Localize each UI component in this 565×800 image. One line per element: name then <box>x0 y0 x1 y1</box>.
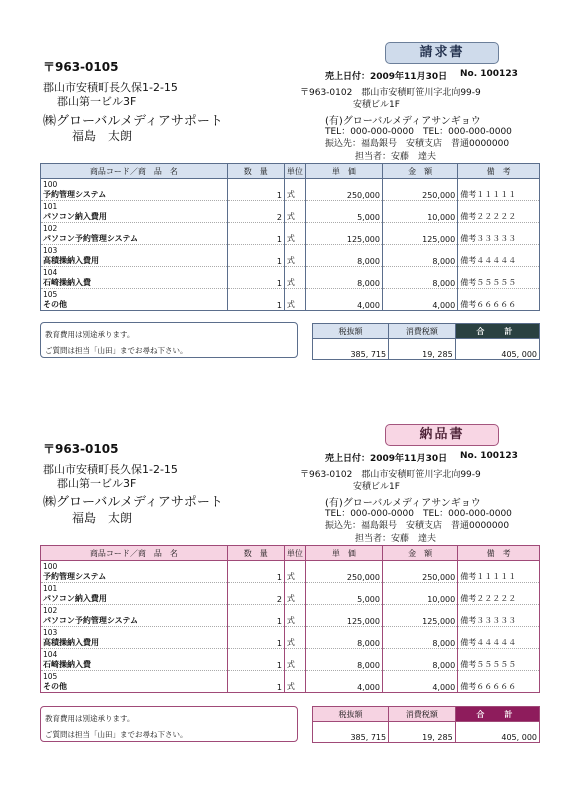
unit-price-cell: 8,000 <box>305 245 382 267</box>
quantity-cell: 1 <box>227 289 284 311</box>
product-name: 高積操納入費用 <box>43 256 99 265</box>
unit-cell: 式 <box>284 223 305 245</box>
quantity-cell: 1 <box>227 223 284 245</box>
table-row <box>41 267 540 289</box>
product-code: 105 <box>43 672 58 681</box>
product-code: 104 <box>43 650 58 659</box>
table-row <box>41 605 540 627</box>
header-quantity: 数 量 <box>227 546 284 561</box>
tax-value: 19, 285 <box>389 722 456 743</box>
sender-company: (有)グローバルメディアサンギョウ <box>325 498 481 509</box>
tax-value: 19, 285 <box>389 339 456 360</box>
unit-cell: 式 <box>284 583 305 605</box>
remarks-cell: 備考３３３３３ <box>458 605 540 627</box>
header-amount: 金 額 <box>382 164 457 179</box>
amount-cell: 10,000 <box>382 201 457 223</box>
amount-cell: 8,000 <box>382 649 457 671</box>
recipient-building: 郡山第一ビル3F <box>57 477 137 490</box>
remarks-cell: 備考６６６６６ <box>458 289 540 311</box>
table-row <box>41 561 540 583</box>
unit-cell: 式 <box>284 245 305 267</box>
remarks-cell: 備考１１１１１ <box>458 179 540 201</box>
quantity-cell: 1 <box>227 561 284 583</box>
recipient-zip: 〒963-0105 <box>43 442 119 456</box>
totals-table <box>312 706 540 743</box>
unit-price-cell: 250,000 <box>305 179 382 201</box>
product-name: その他 <box>43 300 67 309</box>
document-number: No. 100123 <box>460 69 518 79</box>
unit-cell: 式 <box>284 627 305 649</box>
product-name: 高積操納入費用 <box>43 638 99 647</box>
product-name: パソコン予約管理システム <box>43 234 139 243</box>
remarks-cell: 備考６６６６６ <box>458 671 540 693</box>
header-remarks: 備 考 <box>458 546 540 561</box>
quantity-cell: 1 <box>227 627 284 649</box>
quantity-cell: 1 <box>227 245 284 267</box>
amount-cell: 8,000 <box>382 627 457 649</box>
product-code: 103 <box>43 246 58 255</box>
delivery-form <box>0 400 565 780</box>
grand-total-value: 405, 000 <box>455 722 539 743</box>
header-unit: 単位 <box>284 164 305 179</box>
product-code: 102 <box>43 224 58 233</box>
table-row <box>41 179 540 201</box>
tax-excluded-label: 税抜額 <box>313 324 389 339</box>
product-code: 100 <box>43 180 58 189</box>
product-name: 石崎操納入費 <box>43 660 91 669</box>
tax-excluded-value: 385, 715 <box>313 722 389 743</box>
product-code: 101 <box>43 584 58 593</box>
quantity-cell: 2 <box>227 583 284 605</box>
table-row <box>41 245 540 267</box>
table-row <box>41 649 540 671</box>
unit-price-cell: 125,000 <box>305 605 382 627</box>
quantity-cell: 1 <box>227 179 284 201</box>
header-remarks: 備 考 <box>458 164 540 179</box>
product-cell <box>41 605 228 627</box>
remarks-cell: 備考１１１１１ <box>458 561 540 583</box>
unit-price-cell: 5,000 <box>305 201 382 223</box>
items-header-row <box>41 164 540 179</box>
unit-cell: 式 <box>284 201 305 223</box>
recipient-company: ㈱グローバルメディアサポート <box>43 495 223 510</box>
recipient-address: 郡山市安積町長久保1-2-15 <box>43 81 178 94</box>
table-row <box>41 289 540 311</box>
product-cell <box>41 649 228 671</box>
header-product: 商品コード／商 品 名 <box>41 164 228 179</box>
note-line: ご質問は担当「山田」までお尋ね下さい。 <box>45 346 188 355</box>
remarks-cell: 備考２２２２２ <box>458 201 540 223</box>
unit-price-cell: 125,000 <box>305 223 382 245</box>
sender-address: 〒963-0102 郡山市安積町笹川字北向99-9 <box>300 88 481 98</box>
remarks-cell: 備考３３３３３ <box>458 223 540 245</box>
invoice-form <box>0 0 565 380</box>
remarks-cell: 備考２２２２２ <box>458 583 540 605</box>
document-title: 納品書 <box>385 424 499 446</box>
grand-total-value: 405, 000 <box>455 339 539 360</box>
product-name: その他 <box>43 682 67 691</box>
product-code: 103 <box>43 628 58 637</box>
product-name: パソコン納入費用 <box>43 594 107 603</box>
quantity-cell: 1 <box>227 649 284 671</box>
tax-label: 消費税額 <box>389 324 456 339</box>
recipient-address: 郡山市安積町長久保1-2-15 <box>43 463 178 476</box>
product-cell <box>41 561 228 583</box>
tax-excluded-label: 税抜額 <box>313 707 389 722</box>
product-code: 102 <box>43 606 58 615</box>
recipient-zip: 〒963-0105 <box>43 60 119 74</box>
table-row <box>41 201 540 223</box>
tax-label: 消費税額 <box>389 707 456 722</box>
product-code: 104 <box>43 268 58 277</box>
table-row <box>41 671 540 693</box>
document-title: 請求書 <box>385 42 499 64</box>
unit-price-cell: 8,000 <box>305 267 382 289</box>
amount-cell: 8,000 <box>382 267 457 289</box>
table-row <box>41 223 540 245</box>
amount-cell: 250,000 <box>382 179 457 201</box>
header-unit-price: 単 価 <box>305 164 382 179</box>
sender-representative: 担当者：安藤 達夫 <box>355 152 437 162</box>
grand-total-label: 合 計 <box>455 324 539 339</box>
unit-price-cell: 4,000 <box>305 671 382 693</box>
product-name: パソコン予約管理システム <box>43 616 139 625</box>
amount-cell: 8,000 <box>382 245 457 267</box>
product-name: 予約管理システム <box>43 572 107 581</box>
document-number: No. 100123 <box>460 451 518 461</box>
sender-phone: TEL：000-000-0000 TEL：000-000-0000 <box>325 127 512 137</box>
items-table <box>40 163 540 311</box>
unit-price-cell: 250,000 <box>305 561 382 583</box>
product-code: 100 <box>43 562 58 571</box>
note-line: ご質問は担当「山田」までお尋ね下さい。 <box>45 730 188 739</box>
amount-cell: 125,000 <box>382 605 457 627</box>
unit-cell: 式 <box>284 671 305 693</box>
notes-box <box>40 322 298 358</box>
sender-phone: TEL：000-000-0000 TEL：000-000-0000 <box>325 509 512 519</box>
table-row <box>41 627 540 649</box>
note-line: 教育費用は別途承ります。 <box>45 330 135 339</box>
remarks-cell: 備考５５５５５ <box>458 267 540 289</box>
product-code: 101 <box>43 202 58 211</box>
amount-cell: 4,000 <box>382 289 457 311</box>
sender-address: 〒963-0102 郡山市安積町笹川字北向99-9 <box>300 470 481 480</box>
sales-date: 売上日付：2009年11月30日 <box>325 72 448 82</box>
product-cell <box>41 267 228 289</box>
product-cell <box>41 223 228 245</box>
header-quantity: 数 量 <box>227 164 284 179</box>
product-cell <box>41 289 228 311</box>
sender-building: 安積ビル1F <box>353 100 400 110</box>
unit-cell: 式 <box>284 649 305 671</box>
tax-excluded-value: 385, 715 <box>313 339 389 360</box>
recipient-person: 福島 太朗 <box>72 129 133 143</box>
notes-box <box>40 706 298 742</box>
sender-bank-account: 振込先：福島銀号 安積支店 普通0000000 <box>325 521 510 531</box>
note-line: 教育費用は別途承ります。 <box>45 714 135 723</box>
unit-cell: 式 <box>284 289 305 311</box>
product-cell <box>41 583 228 605</box>
header-unit-price: 単 価 <box>305 546 382 561</box>
amount-cell: 250,000 <box>382 561 457 583</box>
quantity-cell: 1 <box>227 267 284 289</box>
header-product: 商品コード／商 品 名 <box>41 546 228 561</box>
recipient-person: 福島 太朗 <box>72 511 133 525</box>
unit-cell: 式 <box>284 179 305 201</box>
remarks-cell: 備考４４４４４ <box>458 627 540 649</box>
unit-price-cell: 5,000 <box>305 583 382 605</box>
amount-cell: 125,000 <box>382 223 457 245</box>
product-cell <box>41 671 228 693</box>
quantity-cell: 2 <box>227 201 284 223</box>
unit-price-cell: 4,000 <box>305 289 382 311</box>
recipient-company: ㈱グローバルメディアサポート <box>43 114 223 129</box>
sales-date: 売上日付：2009年11月30日 <box>325 454 448 464</box>
product-name: 予約管理システム <box>43 190 107 199</box>
unit-price-cell: 8,000 <box>305 649 382 671</box>
recipient-building: 郡山第一ビル3F <box>57 95 137 108</box>
amount-cell: 4,000 <box>382 671 457 693</box>
product-cell <box>41 627 228 649</box>
product-name: パソコン納入費用 <box>43 212 107 221</box>
items-table <box>40 545 540 693</box>
product-code: 105 <box>43 290 58 299</box>
grand-total-label: 合 計 <box>455 707 539 722</box>
remarks-cell: 備考４４４４４ <box>458 245 540 267</box>
quantity-cell: 1 <box>227 605 284 627</box>
remarks-cell: 備考５５５５５ <box>458 649 540 671</box>
items-header-row <box>41 546 540 561</box>
unit-cell: 式 <box>284 561 305 583</box>
quantity-cell: 1 <box>227 671 284 693</box>
totals-table <box>312 323 540 360</box>
header-amount: 金 額 <box>382 546 457 561</box>
sender-building: 安積ビル1F <box>353 482 400 492</box>
sender-representative: 担当者：安藤 達夫 <box>355 534 437 544</box>
product-cell <box>41 179 228 201</box>
table-row <box>41 583 540 605</box>
header-unit: 単位 <box>284 546 305 561</box>
product-cell <box>41 201 228 223</box>
unit-price-cell: 8,000 <box>305 627 382 649</box>
sender-bank-account: 振込先：福島銀号 安積支店 普通0000000 <box>325 139 510 149</box>
product-name: 石崎操納入費 <box>43 278 91 287</box>
product-cell <box>41 245 228 267</box>
amount-cell: 10,000 <box>382 583 457 605</box>
unit-cell: 式 <box>284 267 305 289</box>
sender-company: (有)グローバルメディアサンギョウ <box>325 116 481 127</box>
unit-cell: 式 <box>284 605 305 627</box>
